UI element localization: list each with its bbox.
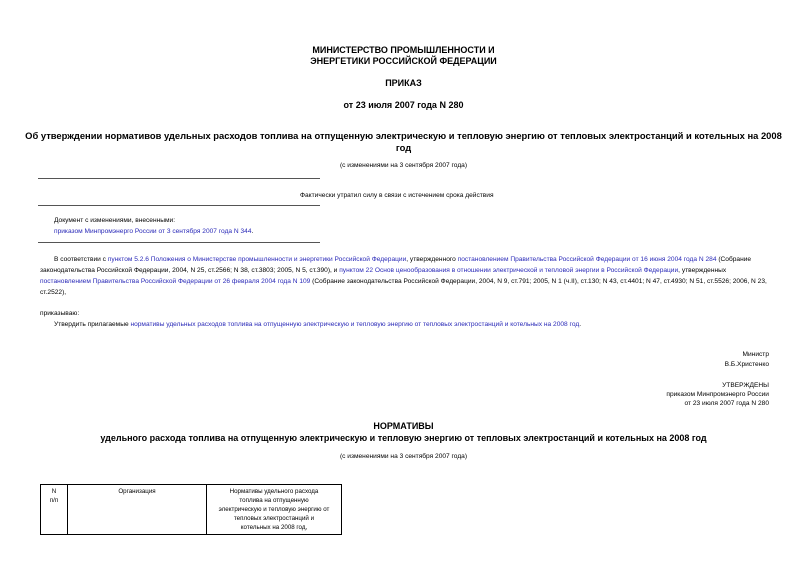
column-header-norms	[207, 485, 342, 535]
preamble-text: В соответствии с	[54, 256, 108, 263]
title-line-2: год	[395, 142, 412, 153]
preamble-text: (Собрание законодательства Российской Федерации, 2004, N 9, ст.791; 2005, N 1 (ч.II), ст.130; N 43, ст.4401; N 47, ст.4930; N 51, ст.5526; 2006, N 23, ст.2522),	[40, 278, 767, 296]
signature-position: Министр	[742, 351, 769, 358]
amendments-note: (с изменениями на 3 сентября 2007 года)	[339, 162, 468, 169]
amendments-label: Документ с изменениями, внесенными:	[54, 217, 176, 224]
status-text: Фактически утратил силу в связи с истечением срока действия	[300, 192, 494, 199]
separator-line	[38, 242, 320, 243]
amendment-suffix: .	[251, 228, 254, 235]
column-header-text: п/п	[49, 497, 59, 504]
column-header-text: топлива на отпущенную	[239, 497, 309, 504]
approved-line-2: приказом Минпромэнерго России	[666, 391, 769, 398]
title-line-1: Об утверждении нормативов удельных расходов топлива на отпущенную электрическую и тепловую энергию от тепловых электростанций и котельных на 2008	[25, 130, 782, 141]
signature-name: В.Б.Христенко	[724, 361, 769, 368]
approval-block	[666, 381, 769, 408]
column-header-text: N	[51, 488, 57, 495]
column-header-number	[41, 485, 68, 535]
decree-link[interactable]: постановлением Правительства Российской Федерации от 16 июня 2004 года N 284	[457, 256, 717, 263]
ministry-name	[0, 45, 807, 67]
separator-line	[38, 178, 320, 179]
norms-amendments-note: (с изменениями на 3 сентября 2007 года)	[339, 453, 468, 460]
column-header-text: котельных на 2008 год,	[240, 524, 308, 531]
column-header-organization: Организация	[68, 485, 207, 535]
column-header-text: тепловых электростанций и	[233, 515, 315, 522]
approved-line-3: от 23 июля 2007 года N 280	[684, 400, 769, 407]
approved-line-1: УТВЕРЖДЕНЫ	[722, 382, 769, 389]
column-header-text: Нормативы удельного расхода	[229, 488, 319, 495]
doc-type: ПРИКАЗ	[385, 78, 422, 88]
regulation-link[interactable]: пунктом 5.2.6 Положения о Министерстве промышленности и энергетики Российской Федерации	[107, 256, 407, 263]
norms-subtitle: удельного расхода топлива на отпущенную электрическую и тепловую энергию от тепловых электростанций и котельных на 2008 год	[100, 433, 707, 443]
order-text	[54, 320, 581, 329]
separator-line	[38, 205, 320, 206]
order-text-part: .	[579, 321, 582, 328]
preamble-text: , утвержденного	[406, 256, 458, 263]
order-label: приказываю:	[40, 310, 80, 317]
order-text-part: Утвердить прилагаемые	[54, 321, 131, 328]
decree-link[interactable]: постановлением Правительства Российской Федерации от 26 февраля 2004 года N 109	[40, 278, 311, 285]
norms-table	[40, 484, 342, 535]
ministry-line-2: ЭНЕРГЕТИКИ РОССИЙСКОЙ ФЕДЕРАЦИИ	[310, 56, 497, 66]
ministry-line-1: МИНИСТЕРСТВО ПРОМЫШЛЕННОСТИ И	[312, 45, 495, 55]
preamble-text: , утвержденных	[678, 267, 727, 274]
document-title	[0, 130, 807, 154]
preamble-text: (Собрание законодательства Российской Федерации, 2004, N 25, ст.2566; N 38, ст.3803; 2005, N 5, ст.390), и	[40, 256, 752, 274]
norms-link[interactable]: нормативы удельных расходов топлива на отпущенную электрическую и тепловую энергию от тепловых электростанций и котельных на 2008 год	[130, 321, 580, 328]
doc-date-number: от 23 июля 2007 года N 280	[343, 100, 464, 110]
norms-title: НОРМАТИВЫ	[373, 421, 434, 431]
signature-block	[725, 350, 769, 369]
pricing-basics-link[interactable]: пунктом 22 Основ ценообразования в отношении электрической и тепловой энергии в Российской Федерации	[339, 267, 679, 274]
column-header-text: электрическую и тепловую энергию от	[218, 506, 330, 513]
amendments-link-row	[54, 227, 253, 236]
table-header-row	[41, 485, 342, 535]
preamble-paragraph	[40, 254, 770, 298]
amendment-order-link[interactable]: приказом Минпромэнерго России от 3 сентября 2007 года N 344	[54, 228, 252, 235]
